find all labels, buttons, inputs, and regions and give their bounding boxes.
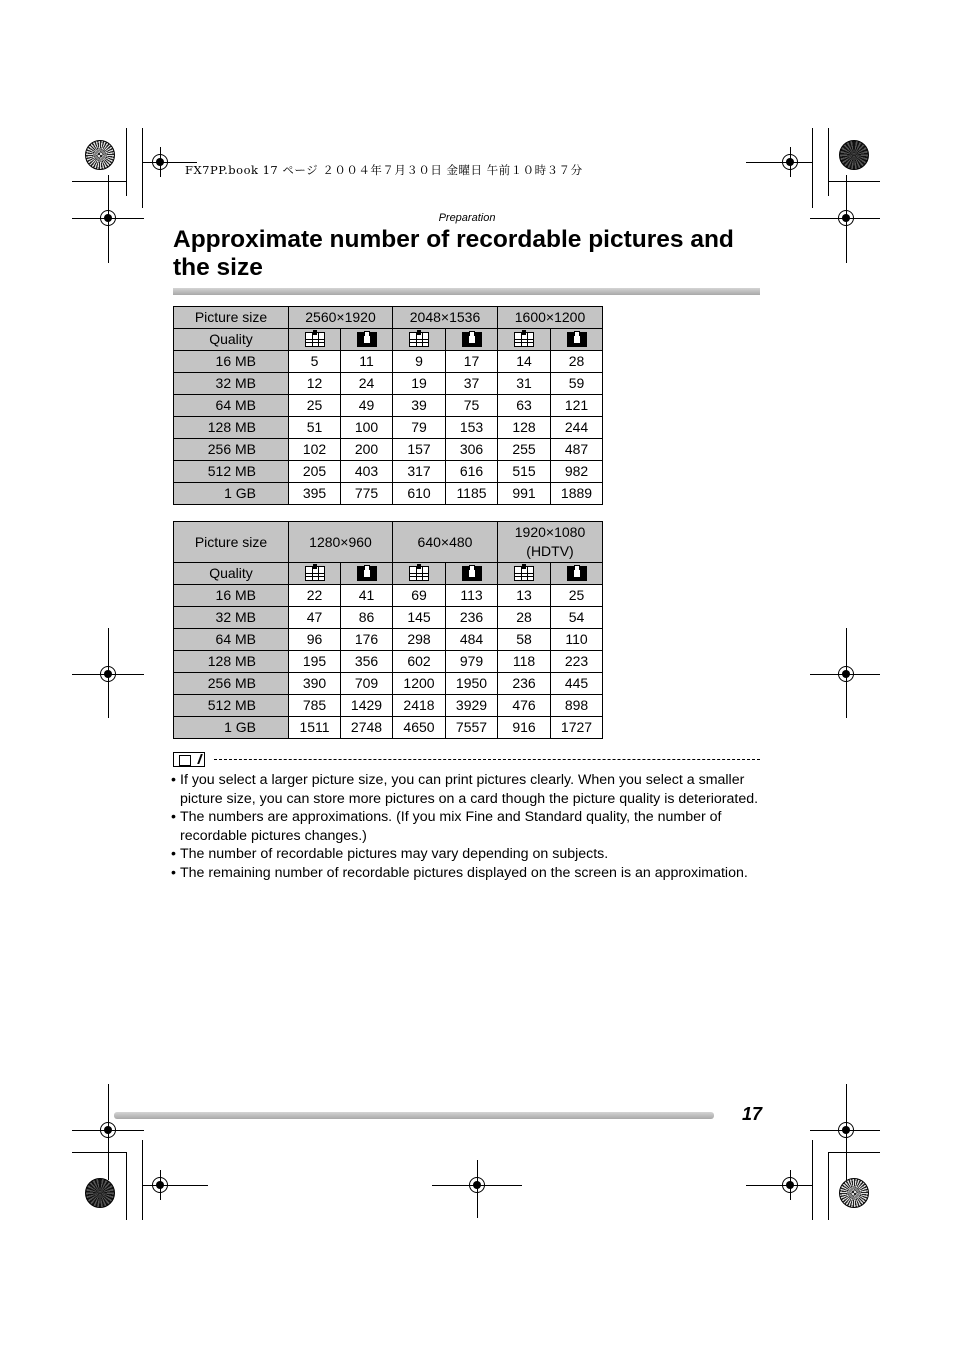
registration-target-icon <box>839 140 869 170</box>
picture-count-cell: 69 <box>393 585 446 607</box>
picture-count-cell: 49 <box>341 395 393 417</box>
picture-count-cell: 110 <box>551 629 603 651</box>
card-capacity-cell: 512 MB <box>174 461 289 483</box>
picture-count-cell: 236 <box>498 673 551 695</box>
picture-count-cell: 515 <box>498 461 551 483</box>
picture-count-cell: 12 <box>289 373 341 395</box>
picture-count-cell: 1200 <box>393 673 446 695</box>
picture-count-cell: 356 <box>341 651 393 673</box>
picture-count-cell: 602 <box>393 651 446 673</box>
picture-count-cell: 403 <box>341 461 393 483</box>
picture-count-cell: 118 <box>498 651 551 673</box>
table-row <box>174 651 603 673</box>
picture-count-cell: 484 <box>446 629 498 651</box>
picture-count-cell: 9 <box>393 351 446 373</box>
fine-quality-icon <box>514 566 534 581</box>
picture-count-cell: 51 <box>289 417 341 439</box>
picture-count-cell: 28 <box>498 607 551 629</box>
picture-size-label: Picture size <box>174 522 289 563</box>
picture-count-cell: 445 <box>551 673 603 695</box>
quality-label: Quality <box>174 563 289 585</box>
footer-rule <box>114 1112 714 1119</box>
size-header-line: 1920×1080 <box>514 524 586 540</box>
picture-count-cell: 1511 <box>289 717 341 739</box>
quality-label: Quality <box>174 329 289 351</box>
picture-count-cell: 37 <box>446 373 498 395</box>
table-row <box>174 629 603 651</box>
picture-count-cell: 244 <box>551 417 603 439</box>
picture-count-cell: 991 <box>498 483 551 505</box>
picture-count-cell: 13 <box>498 585 551 607</box>
table-row <box>174 585 603 607</box>
picture-count-cell: 306 <box>446 439 498 461</box>
picture-count-cell: 395 <box>289 483 341 505</box>
size-header: 2048×1536 <box>393 307 498 329</box>
note-icon <box>173 752 205 767</box>
picture-count-cell: 7557 <box>446 717 498 739</box>
picture-count-cell: 11 <box>341 351 393 373</box>
picture-size-row <box>174 522 603 563</box>
picture-count-cell: 31 <box>498 373 551 395</box>
standard-quality-icon <box>567 332 587 347</box>
table-row <box>174 717 603 739</box>
card-capacity-cell: 256 MB <box>174 439 289 461</box>
card-capacity-cell: 512 MB <box>174 695 289 717</box>
fine-quality-icon <box>305 332 325 347</box>
picture-count-cell: 25 <box>289 395 341 417</box>
picture-count-cell: 476 <box>498 695 551 717</box>
picture-count-cell: 86 <box>341 607 393 629</box>
table-row <box>174 373 603 395</box>
picture-count-cell: 775 <box>341 483 393 505</box>
picture-count-cell: 79 <box>393 417 446 439</box>
picture-count-cell: 24 <box>341 373 393 395</box>
fine-quality-icon <box>409 566 429 581</box>
picture-count-cell: 1889 <box>551 483 603 505</box>
picture-count-cell: 390 <box>289 673 341 695</box>
picture-count-cell: 17 <box>446 351 498 373</box>
picture-count-cell: 898 <box>551 695 603 717</box>
picture-count-cell: 487 <box>551 439 603 461</box>
table-row <box>174 395 603 417</box>
picture-count-cell: 709 <box>341 673 393 695</box>
notes-list <box>171 771 761 882</box>
capacity-table-2 <box>173 521 603 739</box>
picture-count-cell: 317 <box>393 461 446 483</box>
card-capacity-cell: 1 GB <box>174 717 289 739</box>
standard-quality-icon <box>462 566 482 581</box>
standard-quality-icon <box>357 332 377 347</box>
picture-count-cell: 28 <box>551 351 603 373</box>
table-row <box>174 417 603 439</box>
picture-count-cell: 75 <box>446 395 498 417</box>
picture-count-cell: 785 <box>289 695 341 717</box>
picture-count-cell: 1429 <box>341 695 393 717</box>
picture-count-cell: 59 <box>551 373 603 395</box>
quality-row <box>174 563 603 585</box>
standard-quality-icon <box>462 332 482 347</box>
picture-count-cell: 616 <box>446 461 498 483</box>
note-item: • The numbers are approximations. (If you mix Fine and Standard quality, the number of recordable pictures changes.) <box>171 808 761 845</box>
standard-quality-icon <box>357 566 377 581</box>
note-item: • The remaining number of recordable pictures displayed on the screen is an approximation. <box>171 864 761 883</box>
table-row <box>174 607 603 629</box>
card-capacity-cell: 32 MB <box>174 373 289 395</box>
page-title: Approximate number of recordable pictures and the size <box>173 226 734 281</box>
size-header: 640×480 <box>393 522 498 563</box>
picture-count-cell: 195 <box>289 651 341 673</box>
capacity-table-1 <box>173 306 603 505</box>
picture-count-cell: 113 <box>446 585 498 607</box>
picture-count-cell: 153 <box>446 417 498 439</box>
card-capacity-cell: 128 MB <box>174 651 289 673</box>
picture-count-cell: 176 <box>341 629 393 651</box>
picture-count-cell: 41 <box>341 585 393 607</box>
fine-quality-icon <box>305 566 325 581</box>
table-row <box>174 673 603 695</box>
table-row <box>174 695 603 717</box>
picture-count-cell: 19 <box>393 373 446 395</box>
picture-size-row <box>174 307 603 329</box>
picture-count-cell: 54 <box>551 607 603 629</box>
card-capacity-cell: 16 MB <box>174 585 289 607</box>
registration-target-icon <box>85 1178 115 1208</box>
size-header <box>498 522 603 563</box>
table-row <box>174 351 603 373</box>
picture-count-cell: 47 <box>289 607 341 629</box>
card-capacity-cell: 128 MB <box>174 417 289 439</box>
picture-count-cell: 5 <box>289 351 341 373</box>
size-header-line: (HDTV) <box>526 543 574 559</box>
picture-count-cell: 102 <box>289 439 341 461</box>
section-label: Preparation <box>438 212 496 224</box>
picture-count-cell: 255 <box>498 439 551 461</box>
registration-target-icon <box>839 1178 869 1208</box>
picture-count-cell: 205 <box>289 461 341 483</box>
picture-count-cell: 58 <box>498 629 551 651</box>
picture-count-cell: 1185 <box>446 483 498 505</box>
picture-count-cell: 223 <box>551 651 603 673</box>
size-header: 1280×960 <box>289 522 393 563</box>
card-capacity-cell: 32 MB <box>174 607 289 629</box>
picture-count-cell: 298 <box>393 629 446 651</box>
picture-count-cell: 1950 <box>446 673 498 695</box>
picture-count-cell: 2748 <box>341 717 393 739</box>
picture-count-cell: 128 <box>498 417 551 439</box>
picture-count-cell: 22 <box>289 585 341 607</box>
picture-count-cell: 1727 <box>551 717 603 739</box>
note-item: • The number of recordable pictures may vary depending on subjects. <box>171 845 761 864</box>
picture-count-cell: 236 <box>446 607 498 629</box>
picture-count-cell: 610 <box>393 483 446 505</box>
picture-count-cell: 3929 <box>446 695 498 717</box>
card-capacity-cell: 64 MB <box>174 395 289 417</box>
note-divider <box>214 759 760 760</box>
picture-count-cell: 39 <box>393 395 446 417</box>
picture-count-cell: 25 <box>551 585 603 607</box>
picture-count-cell: 121 <box>551 395 603 417</box>
title-rule <box>173 288 760 295</box>
quality-row <box>174 329 603 351</box>
size-header: 2560×1920 <box>289 307 393 329</box>
picture-count-cell: 2418 <box>393 695 446 717</box>
registration-target-icon <box>85 140 115 170</box>
standard-quality-icon <box>567 566 587 581</box>
card-capacity-cell: 64 MB <box>174 629 289 651</box>
picture-count-cell: 4650 <box>393 717 446 739</box>
picture-count-cell: 979 <box>446 651 498 673</box>
picture-count-cell: 916 <box>498 717 551 739</box>
card-capacity-cell: 16 MB <box>174 351 289 373</box>
print-header: FX7PP.book 17 ページ ２００４年７月３０日 金曜日 午前１０時３７分 <box>185 163 583 177</box>
table-row <box>174 461 603 483</box>
note-item: • If you select a larger picture size, you can print pictures clearly. When you select a smaller picture size, you can store more pictures on a card though the picture quality is deteriorated. <box>171 771 761 808</box>
table-row <box>174 483 603 505</box>
size-header: 1600×1200 <box>498 307 603 329</box>
card-capacity-cell: 1 GB <box>174 483 289 505</box>
picture-count-cell: 157 <box>393 439 446 461</box>
table-row <box>174 439 603 461</box>
picture-count-cell: 200 <box>341 439 393 461</box>
picture-count-cell: 100 <box>341 417 393 439</box>
picture-size-label: Picture size <box>174 307 289 329</box>
picture-count-cell: 96 <box>289 629 341 651</box>
fine-quality-icon <box>514 332 534 347</box>
fine-quality-icon <box>409 332 429 347</box>
page-number: 17 <box>741 1104 762 1124</box>
card-capacity-cell: 256 MB <box>174 673 289 695</box>
picture-count-cell: 63 <box>498 395 551 417</box>
picture-count-cell: 14 <box>498 351 551 373</box>
picture-count-cell: 145 <box>393 607 446 629</box>
picture-count-cell: 982 <box>551 461 603 483</box>
